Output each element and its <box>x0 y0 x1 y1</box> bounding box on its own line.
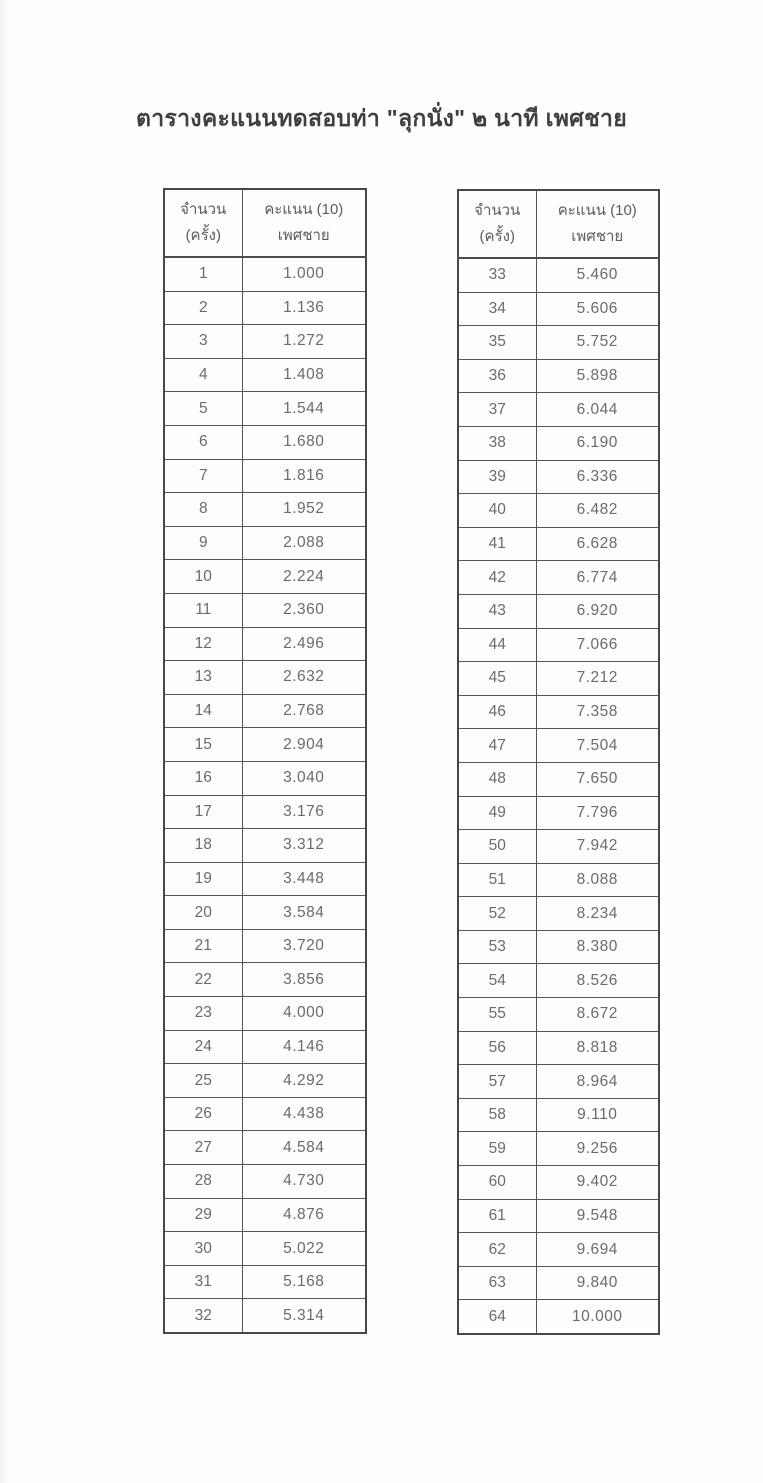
count-cell: 15 <box>164 728 242 762</box>
score-cell: 6.920 <box>536 594 659 628</box>
score-cell: 2.360 <box>242 593 366 627</box>
score-cell: 2.768 <box>242 694 366 728</box>
score-cell: 6.482 <box>536 494 659 528</box>
table-row <box>458 796 659 830</box>
count-cell: 50 <box>458 830 536 864</box>
count-cell: 62 <box>458 1233 536 1267</box>
score-cell: 6.774 <box>536 561 659 595</box>
count-cell: 5 <box>164 392 242 426</box>
score-cell: 8.526 <box>536 964 659 998</box>
table-row <box>458 393 659 427</box>
table-row <box>458 930 659 964</box>
table-row <box>458 1300 659 1334</box>
count-cell: 47 <box>458 729 536 763</box>
table-row <box>458 662 659 696</box>
score-cell: 1.272 <box>242 325 366 359</box>
table-row <box>164 1265 366 1299</box>
table-row <box>458 729 659 763</box>
count-cell: 46 <box>458 695 536 729</box>
table-row <box>164 728 366 762</box>
header-count-line2: (ครั้ง) <box>185 227 221 244</box>
score-cell: 9.694 <box>536 1233 659 1267</box>
count-cell: 7 <box>164 459 242 493</box>
header-count-cell <box>164 189 242 257</box>
count-cell: 41 <box>458 527 536 561</box>
table-header-row <box>458 190 659 258</box>
count-cell: 31 <box>164 1265 242 1299</box>
table-row <box>458 1266 659 1300</box>
count-cell: 35 <box>458 326 536 360</box>
count-cell: 6 <box>164 425 242 459</box>
score-cell: 2.496 <box>242 627 366 661</box>
header-count-cell <box>458 190 536 258</box>
table-row <box>164 358 366 392</box>
score-cell: 6.336 <box>536 460 659 494</box>
count-cell: 48 <box>458 762 536 796</box>
header-score-cell <box>536 190 659 258</box>
table-row <box>458 1233 659 1267</box>
count-cell: 34 <box>458 292 536 326</box>
table-row <box>164 896 366 930</box>
score-cell: 8.818 <box>536 1031 659 1065</box>
count-cell: 52 <box>458 897 536 931</box>
table-row <box>458 1199 659 1233</box>
score-cell: 2.632 <box>242 661 366 695</box>
count-cell: 60 <box>458 1166 536 1200</box>
table-row <box>458 964 659 998</box>
table-row <box>164 1165 366 1199</box>
table-row <box>164 997 366 1031</box>
table-row <box>164 1064 366 1098</box>
score-cell: 9.548 <box>536 1199 659 1233</box>
score-cell: 1.952 <box>242 493 366 527</box>
count-cell: 59 <box>458 1132 536 1166</box>
count-cell: 25 <box>164 1064 242 1098</box>
score-cell: 8.964 <box>536 1065 659 1099</box>
score-cell: 1.680 <box>242 425 366 459</box>
score-cell: 9.402 <box>536 1166 659 1200</box>
score-cell: 6.190 <box>536 426 659 460</box>
table-row <box>458 863 659 897</box>
count-cell: 49 <box>458 796 536 830</box>
score-cell: 3.176 <box>242 795 366 829</box>
count-cell: 39 <box>458 460 536 494</box>
score-cell: 4.584 <box>242 1131 366 1165</box>
table-row <box>164 325 366 359</box>
score-cell: 5.606 <box>536 292 659 326</box>
count-cell: 33 <box>458 258 536 292</box>
count-cell: 55 <box>458 998 536 1032</box>
score-cell: 7.650 <box>536 762 659 796</box>
count-cell: 56 <box>458 1031 536 1065</box>
count-cell: 8 <box>164 493 242 527</box>
table-row <box>164 257 366 291</box>
table-row <box>164 761 366 795</box>
table-row <box>164 1131 366 1165</box>
count-cell: 11 <box>164 593 242 627</box>
score-table-left <box>163 188 367 1334</box>
table-row <box>164 1299 366 1333</box>
table-row <box>164 425 366 459</box>
table-row <box>164 1198 366 1232</box>
count-cell: 20 <box>164 896 242 930</box>
table-row <box>458 326 659 360</box>
score-cell: 9.110 <box>536 1098 659 1132</box>
header-score-cell <box>242 189 366 257</box>
score-cell: 7.066 <box>536 628 659 662</box>
table-row <box>458 1098 659 1132</box>
count-cell: 54 <box>458 964 536 998</box>
score-cell: 2.088 <box>242 526 366 560</box>
count-cell: 23 <box>164 997 242 1031</box>
table-row <box>164 1030 366 1064</box>
score-cell: 5.022 <box>242 1232 366 1266</box>
score-cell: 3.040 <box>242 761 366 795</box>
table-row <box>458 561 659 595</box>
score-cell: 5.168 <box>242 1265 366 1299</box>
score-table-right <box>457 189 660 1335</box>
count-cell: 4 <box>164 358 242 392</box>
table-row <box>458 258 659 292</box>
count-cell: 28 <box>164 1165 242 1199</box>
table-row <box>164 459 366 493</box>
score-cell: 5.898 <box>536 359 659 393</box>
count-cell: 57 <box>458 1065 536 1099</box>
count-cell: 10 <box>164 560 242 594</box>
table-row <box>458 628 659 662</box>
table-row <box>164 661 366 695</box>
count-cell: 40 <box>458 494 536 528</box>
score-cell: 7.504 <box>536 729 659 763</box>
score-cell: 6.628 <box>536 527 659 561</box>
table-row <box>458 594 659 628</box>
score-cell: 3.312 <box>242 829 366 863</box>
table-row <box>164 694 366 728</box>
table-row <box>164 291 366 325</box>
count-cell: 44 <box>458 628 536 662</box>
count-cell: 17 <box>164 795 242 829</box>
count-cell: 38 <box>458 426 536 460</box>
score-cell: 7.942 <box>536 830 659 864</box>
score-cell: 3.720 <box>242 929 366 963</box>
score-cell: 7.212 <box>536 662 659 696</box>
count-cell: 43 <box>458 594 536 628</box>
count-cell: 45 <box>458 662 536 696</box>
count-cell: 2 <box>164 291 242 325</box>
score-cell: 7.796 <box>536 796 659 830</box>
count-cell: 18 <box>164 829 242 863</box>
score-cell: 9.256 <box>536 1132 659 1166</box>
table-row <box>164 1232 366 1266</box>
score-cell: 8.380 <box>536 930 659 964</box>
header-score-line2: เพศชาย <box>277 227 330 244</box>
table-row <box>164 963 366 997</box>
score-cell: 1.544 <box>242 392 366 426</box>
score-cell: 1.136 <box>242 291 366 325</box>
table-row <box>458 292 659 326</box>
count-cell: 1 <box>164 257 242 291</box>
score-cell: 8.088 <box>536 863 659 897</box>
table-row <box>458 695 659 729</box>
table-row <box>164 929 366 963</box>
score-cell: 2.904 <box>242 728 366 762</box>
table-row <box>164 560 366 594</box>
score-cell: 5.460 <box>536 258 659 292</box>
score-cell: 6.044 <box>536 393 659 427</box>
score-cell: 5.752 <box>536 326 659 360</box>
table-row <box>164 526 366 560</box>
count-cell: 36 <box>458 359 536 393</box>
count-cell: 21 <box>164 929 242 963</box>
count-cell: 26 <box>164 1097 242 1131</box>
table-row <box>458 830 659 864</box>
score-cell: 3.448 <box>242 862 366 896</box>
score-cell: 1.408 <box>242 358 366 392</box>
header-score-line1: คะแนน (10) <box>557 202 637 219</box>
count-cell: 13 <box>164 661 242 695</box>
count-cell: 64 <box>458 1300 536 1334</box>
count-cell: 19 <box>164 862 242 896</box>
count-cell: 51 <box>458 863 536 897</box>
header-count-line1: จำนวน <box>180 201 227 218</box>
table-row <box>458 1132 659 1166</box>
table-row <box>458 762 659 796</box>
score-cell: 4.146 <box>242 1030 366 1064</box>
table-row <box>164 392 366 426</box>
count-cell: 14 <box>164 694 242 728</box>
table-row <box>458 897 659 931</box>
count-cell: 61 <box>458 1199 536 1233</box>
score-cell: 2.224 <box>242 560 366 594</box>
table-row <box>458 1031 659 1065</box>
score-cell: 8.672 <box>536 998 659 1032</box>
header-score-line1: คะแนน (10) <box>264 201 344 218</box>
score-cell: 1.816 <box>242 459 366 493</box>
table-row <box>164 1097 366 1131</box>
score-cell: 9.840 <box>536 1266 659 1300</box>
table-row <box>164 593 366 627</box>
count-cell: 32 <box>164 1299 242 1333</box>
table-header-row <box>164 189 366 257</box>
score-cell: 4.000 <box>242 997 366 1031</box>
header-count-line1: จำนวน <box>474 202 521 219</box>
score-cell: 1.000 <box>242 257 366 291</box>
count-cell: 30 <box>164 1232 242 1266</box>
count-cell: 12 <box>164 627 242 661</box>
score-cell: 4.438 <box>242 1097 366 1131</box>
count-cell: 16 <box>164 761 242 795</box>
count-cell: 37 <box>458 393 536 427</box>
count-cell: 27 <box>164 1131 242 1165</box>
header-score-line2: เพศชาย <box>571 228 624 245</box>
table-row <box>458 359 659 393</box>
score-cell: 3.856 <box>242 963 366 997</box>
score-cell: 4.292 <box>242 1064 366 1098</box>
table-row <box>458 1166 659 1200</box>
count-cell: 53 <box>458 930 536 964</box>
count-cell: 9 <box>164 526 242 560</box>
table-row <box>164 795 366 829</box>
score-cell: 3.584 <box>242 896 366 930</box>
header-count-line2: (ครั้ง) <box>479 228 515 245</box>
table-row <box>458 494 659 528</box>
score-cell: 10.000 <box>536 1300 659 1334</box>
table-row <box>458 426 659 460</box>
score-cell: 8.234 <box>536 897 659 931</box>
table-row <box>458 460 659 494</box>
table-row <box>458 1065 659 1099</box>
score-cell: 4.876 <box>242 1198 366 1232</box>
table-row <box>164 627 366 661</box>
page-title: ตารางคะแนนทดสอบท่า "ลุกนั่ง" ๒ นาที เพศชาย <box>135 105 627 131</box>
table-row <box>164 829 366 863</box>
table-row <box>164 493 366 527</box>
count-cell: 3 <box>164 325 242 359</box>
count-cell: 24 <box>164 1030 242 1064</box>
score-cell: 5.314 <box>242 1299 366 1333</box>
count-cell: 58 <box>458 1098 536 1132</box>
score-cell: 4.730 <box>242 1165 366 1199</box>
table-row <box>458 527 659 561</box>
table-row <box>458 998 659 1032</box>
count-cell: 29 <box>164 1198 242 1232</box>
table-row <box>164 862 366 896</box>
score-cell: 7.358 <box>536 695 659 729</box>
count-cell: 63 <box>458 1266 536 1300</box>
count-cell: 42 <box>458 561 536 595</box>
count-cell: 22 <box>164 963 242 997</box>
